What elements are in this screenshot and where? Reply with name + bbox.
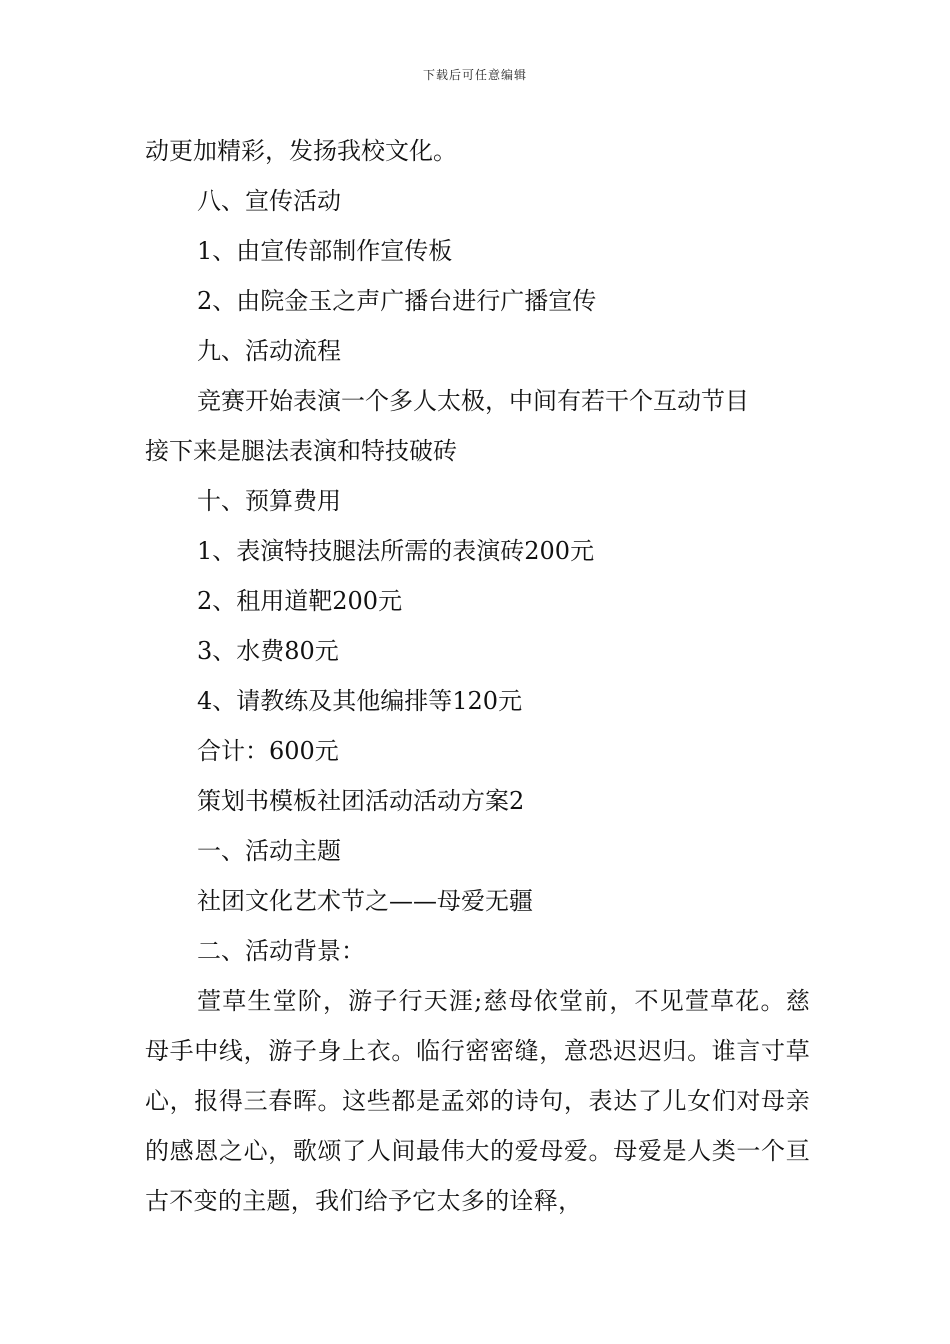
continuation-line: 动更加精彩，发扬我校文化。 [145, 137, 457, 165]
section-heading-background: 二、活动背景： [197, 937, 365, 965]
budget-item: 2、租用道靶200元 [197, 587, 403, 615]
budget-item: 4、请教练及其他编排等120元 [197, 687, 523, 715]
theme-text: 社团文化艺术节之——母爱无疆 [197, 887, 533, 915]
section-heading-budget: 十、预算费用 [197, 487, 341, 515]
section-heading-process: 九、活动流程 [197, 337, 341, 365]
section-heading-publicity: 八、宣传活动 [197, 187, 341, 215]
budget-item: 3、水费80元 [197, 637, 339, 665]
background-paragraph: 萱草生堂阶，游子行天涯;慈母依堂前，不见萱草花。慈母手中线，游子身上衣。临行密密缝，意恐迟迟归。谁言寸草心，报得三春晖。这些都是孟郊的诗句，表达了儿女们对母亲的感恩之心，歌颂了人间最伟大的爱母爱。母爱是人类一个亘古不变的主题，我们给予它太多的诠释， [145, 987, 810, 1215]
list-item: 2、由院金玉之声广播台进行广播宣传 [197, 287, 597, 315]
document-body [145, 126, 810, 1226]
section-heading-theme: 一、活动主题 [197, 837, 341, 865]
list-item: 1、由宣传部制作宣传板 [197, 237, 453, 265]
plan-title: 策划书模板社团活动活动方案2 [197, 787, 525, 815]
process-text-line: 竞赛开始表演一个多人太极，中间有若干个互动节目 [197, 387, 749, 415]
budget-total: 合计：600元 [197, 737, 339, 765]
page-header-note: 下载后可任意编辑 [422, 68, 527, 82]
process-text-line: 接下来是腿法表演和特技破砖 [145, 437, 457, 465]
budget-item: 1、表演特技腿法所需的表演砖200元 [197, 537, 595, 565]
